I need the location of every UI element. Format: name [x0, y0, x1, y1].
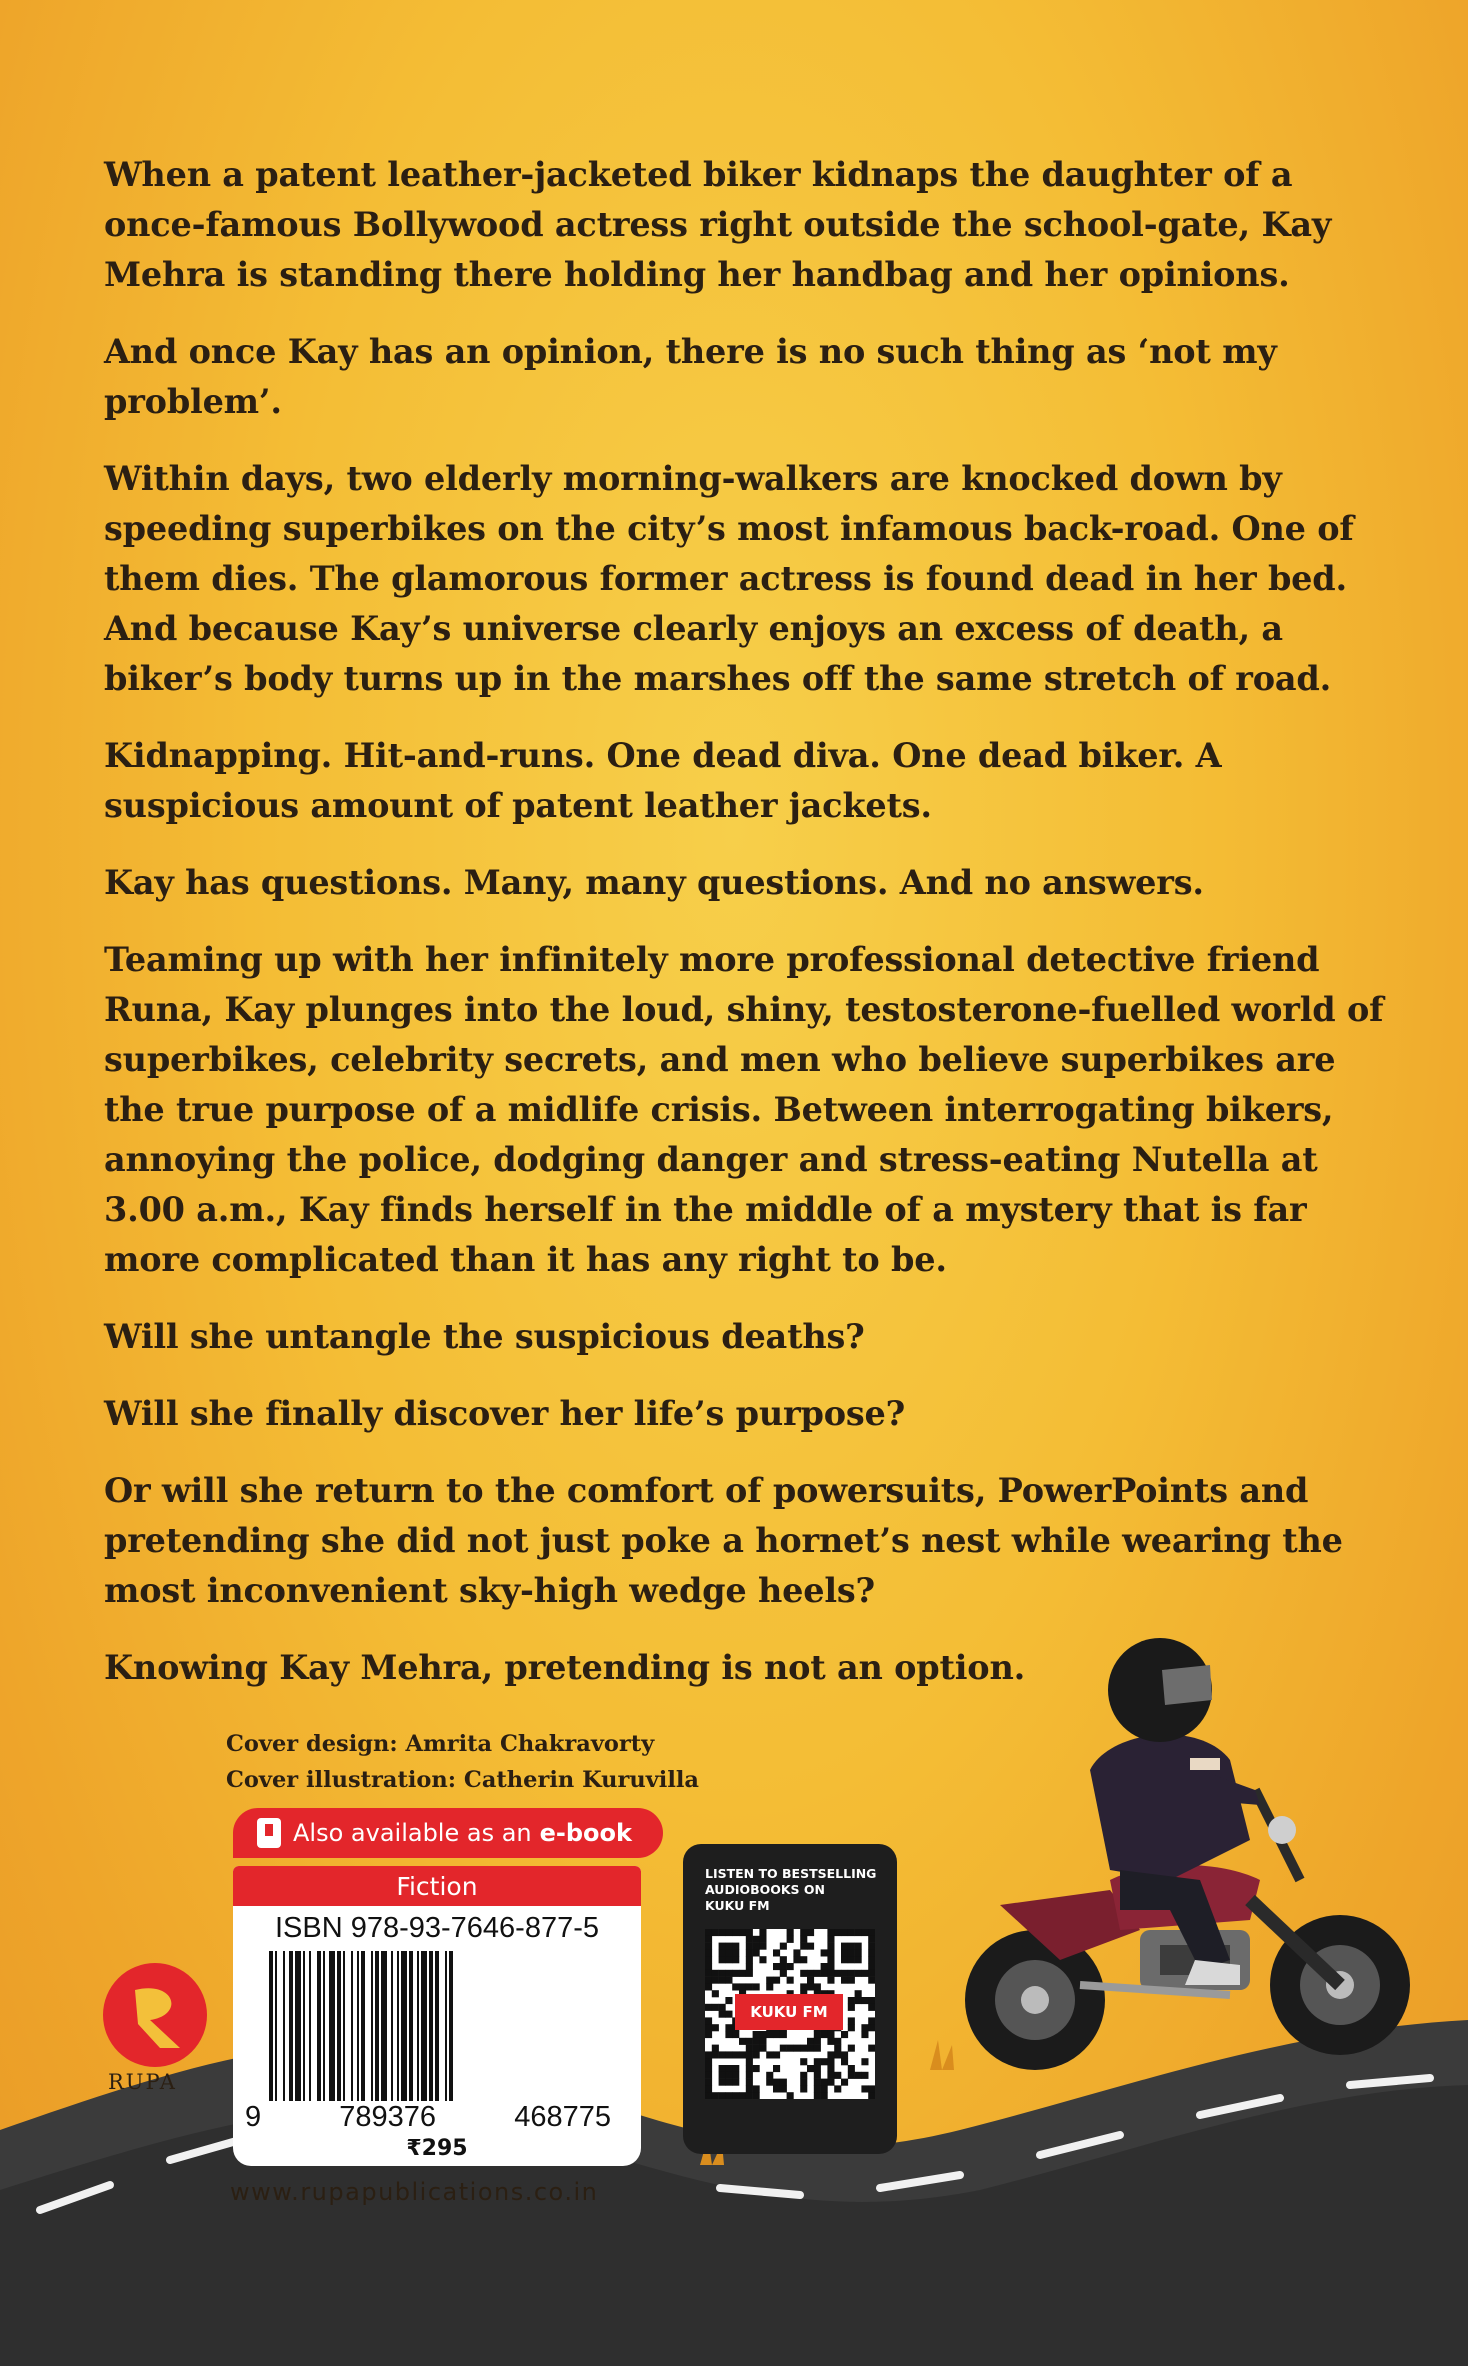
blurb-paragraph: Teaming up with her infinitely more professional detective friend Runa, Kay plunges into the loud, shiny, testosterone-fuelled world of superbikes, celebrity secrets, and men who believe superbikes are the true purpose of a midlife crisis. Between interrogating bikers, annoying the police, dodging danger and stress-eating Nutella at 3.00 a.m., Kay finds herself in the middle of a mystery that is far more complicated than it has any right to be.	[104, 940, 1384, 1279]
qr-module	[705, 1943, 712, 1950]
blurb-paragraph: Or will she return to the comfort of powersuits, PowerPoints and pretending she did not just poke a hornet’s nest while wearing the most inconvenient sky-high wedge heels?	[104, 1471, 1343, 1610]
qr-module	[787, 2045, 794, 2052]
qr-module	[868, 2024, 875, 2031]
qr-module	[861, 2024, 868, 2031]
qr-module	[759, 1943, 766, 1950]
qr-module	[855, 1956, 862, 1963]
qr-module	[861, 2085, 868, 2092]
qr-module	[766, 2079, 773, 2086]
qr-module	[719, 1943, 726, 1950]
qr-module	[719, 2051, 726, 2058]
barcode-digit-lead: 9	[245, 2101, 262, 2133]
qr-module	[848, 2024, 855, 2031]
qr-module	[712, 1970, 719, 1977]
qr-module	[827, 2038, 834, 2045]
qr-module	[807, 1943, 814, 1950]
qr-module	[705, 1956, 712, 1963]
qr-module	[746, 1983, 753, 1990]
qr-module	[841, 1977, 848, 1984]
publisher-url[interactable]: www.rupapublications.co.in	[230, 2178, 599, 2206]
qr-module	[827, 2031, 834, 2038]
qr-module	[746, 2038, 753, 2045]
qr-module	[725, 2051, 732, 2058]
qr-module	[759, 2038, 766, 2045]
qr-module	[705, 1970, 712, 1977]
qr-module	[746, 1929, 753, 1936]
qr-module	[705, 1929, 712, 1936]
qr-module	[827, 2079, 834, 2086]
qr-module	[800, 1943, 807, 1950]
qr-module	[841, 1943, 848, 1950]
qr-module	[861, 1929, 868, 1936]
qr-module	[814, 1983, 821, 1990]
qr-module	[807, 2065, 814, 2072]
qr-module	[793, 1956, 800, 1963]
cover-credits	[226, 1726, 699, 1798]
download-icon	[257, 1818, 281, 1848]
qr-module	[725, 2024, 732, 2031]
qr-module	[780, 1970, 787, 1977]
blurb-paragraph: Will she untangle the suspicious deaths?	[104, 1317, 865, 1356]
barcode-digits-right: 468775	[514, 2101, 611, 2133]
qr-module	[848, 1956, 855, 1963]
qr-module	[705, 2085, 712, 2092]
qr-module	[780, 1963, 787, 1970]
cover-illustration-credit: Cover illustration: Catherin Kuruvilla	[226, 1767, 700, 1793]
qr-module	[848, 2017, 855, 2024]
qr-module	[705, 2031, 712, 2038]
qr-module	[861, 2058, 868, 2065]
qr-module	[732, 2051, 739, 2058]
qr-module	[712, 2024, 719, 2031]
qr-module	[753, 2051, 760, 2058]
qr-module	[841, 1949, 848, 1956]
qr-module	[827, 1929, 834, 1936]
qr-module	[848, 2004, 855, 2011]
qr-module	[868, 1936, 875, 1943]
qr-module	[780, 2045, 787, 2052]
qr-module	[807, 2045, 814, 2052]
qr-module	[821, 1970, 828, 1977]
qr-module	[841, 1929, 848, 1936]
qr-module	[855, 1990, 862, 1997]
kuku-fm-logo: KUKU FM	[735, 1994, 843, 2030]
qr-module	[753, 2065, 760, 2072]
qr-module	[719, 1956, 726, 1963]
qr-module	[732, 2065, 739, 2072]
qr-module	[868, 1963, 875, 1970]
qr-module	[800, 2045, 807, 2052]
qr-module	[834, 2045, 841, 2052]
barcode-card	[233, 1866, 641, 2166]
qr-module	[705, 1977, 712, 1984]
qr-module	[712, 1977, 719, 1984]
qr-module	[712, 2092, 719, 2099]
qr-module	[753, 1983, 760, 1990]
qr-module	[834, 2051, 841, 2058]
barcode-digits-left: 789376	[339, 2101, 437, 2133]
qr-module	[834, 1929, 841, 1936]
qr-module	[725, 2072, 732, 2079]
qr-module	[753, 1949, 760, 1956]
qr-module	[712, 2051, 719, 2058]
qr-module	[712, 2004, 719, 2011]
qr-module	[827, 2065, 834, 2072]
qr-module	[746, 2079, 753, 2086]
blurb-paragraph: And once Kay has an opinion, there is no such thing as ‘not my problem’.	[104, 332, 1277, 421]
qr-module	[780, 2031, 787, 2038]
barcode-bar	[453, 1951, 455, 2101]
qr-module	[821, 1949, 828, 1956]
kuku-fm-qr-card	[683, 1844, 897, 2154]
qr-module	[814, 2031, 821, 2038]
qr-module	[841, 2031, 848, 2038]
qr-caption-line: LISTEN TO BESTSELLING	[705, 1866, 877, 1881]
qr-module	[848, 2065, 855, 2072]
qr-module	[773, 2065, 780, 2072]
qr-module	[868, 1956, 875, 1963]
qr-module	[719, 2092, 726, 2099]
qr-module	[719, 2011, 726, 2018]
qr-module	[861, 1970, 868, 1977]
qr-module	[705, 1983, 712, 1990]
qr-module	[814, 2065, 821, 2072]
qr-module	[827, 1936, 834, 1943]
qr-module	[841, 1970, 848, 1977]
qr-module	[827, 1949, 834, 1956]
qr-module	[725, 1997, 732, 2004]
barcode-digits	[245, 2101, 611, 2134]
qr-module	[732, 1943, 739, 1950]
qr-module	[780, 2079, 787, 2086]
qr-module	[800, 2058, 807, 2065]
qr-module	[807, 1970, 814, 1977]
qr-module	[719, 2079, 726, 2086]
qr-module	[814, 2079, 821, 2086]
qr-module	[834, 1970, 841, 1977]
qr-module	[821, 2058, 828, 2065]
qr-module	[739, 2051, 746, 2058]
qr-module	[848, 1929, 855, 1936]
qr-module	[739, 1970, 746, 1977]
qr-module	[719, 1977, 726, 1984]
blurb-paragraph: Kay has questions. Many, many questions. And no answers.	[104, 863, 1204, 902]
qr-module	[821, 1963, 828, 1970]
qr-module	[848, 1970, 855, 1977]
qr-module	[753, 2092, 760, 2099]
qr-module	[753, 1936, 760, 1943]
qr-module	[834, 2038, 841, 2045]
qr-module	[780, 1956, 787, 1963]
qr-module	[753, 2085, 760, 2092]
qr-module	[759, 1936, 766, 1943]
qr-module	[827, 1943, 834, 1950]
qr-module	[766, 2031, 773, 2038]
blurb-paragraph: Knowing Kay Mehra, pretending is not an option.	[104, 1648, 1026, 1687]
qr-module	[834, 2085, 841, 2092]
qr-module	[746, 1943, 753, 1950]
qr-module	[800, 2072, 807, 2079]
qr-module	[773, 2079, 780, 2086]
qr-module	[766, 2072, 773, 2079]
qr-module	[827, 2058, 834, 2065]
qr-module	[807, 1977, 814, 1984]
qr-module	[725, 1929, 732, 1936]
qr-module	[814, 1970, 821, 1977]
qr-module	[719, 1949, 726, 1956]
isbn-text: ISBN 978-93-7646-877-5	[274, 1912, 600, 1944]
qr-module	[848, 2072, 855, 2079]
qr-module	[807, 2038, 814, 2045]
qr-module	[725, 2065, 732, 2072]
qr-module	[827, 1977, 834, 1984]
qr-module	[868, 1977, 875, 1984]
qr-module	[868, 2004, 875, 2011]
qr-module	[732, 1983, 739, 1990]
qr-module	[800, 2085, 807, 2092]
qr-module	[753, 2045, 760, 2052]
qr-module	[841, 2051, 848, 2058]
qr-module	[787, 1929, 794, 1936]
qr-module	[759, 2045, 766, 2052]
qr-module	[705, 2092, 712, 2099]
qr-module	[725, 2092, 732, 2099]
barcode	[269, 1951, 617, 2101]
qr-module	[705, 1949, 712, 1956]
qr-module	[705, 2058, 712, 2065]
qr-module	[746, 2045, 753, 2052]
qr-module	[719, 1929, 726, 1936]
qr-module	[861, 2031, 868, 2038]
qr-module	[773, 1963, 780, 1970]
qr-module	[787, 1977, 794, 1984]
qr-module	[732, 2031, 739, 2038]
qr-module	[800, 1970, 807, 1977]
qr-module	[705, 2051, 712, 2058]
qr-module	[725, 2079, 732, 2086]
qr-module	[793, 2045, 800, 2052]
blurb-paragraph: Within days, two elderly morning-walkers are knocked down by speeding superbikes on the city’s most infamous back-road. One of them dies. The glamorous former actress is found dead in her bed. And because Kay’s universe clearly enjoys an excess of death, a biker’s body turns up in the marshes off the same stretch of road.	[104, 459, 1354, 698]
qr-module	[746, 1936, 753, 1943]
qr-module	[787, 1936, 794, 1943]
qr-module	[855, 1943, 862, 1950]
qr-module	[855, 1929, 862, 1936]
qr-module	[705, 2072, 712, 2079]
qr-module	[848, 1943, 855, 1950]
qr-module	[773, 2051, 780, 2058]
qr-module	[861, 2072, 868, 2079]
qr-module	[719, 2072, 726, 2079]
qr-module	[780, 2085, 787, 2092]
qr-module	[807, 1929, 814, 1936]
qr-module	[732, 1949, 739, 1956]
qr-module	[725, 1943, 732, 1950]
qr-module	[868, 1970, 875, 1977]
qr-module	[848, 1949, 855, 1956]
qr-caption-line: AUDIOBOOKS ON	[705, 1882, 826, 1897]
qr-module	[739, 2038, 746, 2045]
qr-module	[705, 1936, 712, 1943]
ebook-badge	[233, 1808, 663, 1858]
qr-module	[712, 1929, 719, 1936]
qr-module	[705, 2079, 712, 2086]
qr-module	[746, 1956, 753, 1963]
qr-module	[766, 2051, 773, 2058]
qr-module	[787, 1963, 794, 1970]
qr-module	[746, 2065, 753, 2072]
qr-module	[814, 2092, 821, 2099]
qr-module	[800, 1983, 807, 1990]
qr-module	[821, 2092, 828, 2099]
blurb-paragraph: Will she finally discover her life’s purpose?	[104, 1394, 906, 1433]
qr-module	[773, 2031, 780, 2038]
qr-caption	[683, 1844, 897, 1914]
qr-module	[800, 1929, 807, 1936]
qr-module	[848, 1977, 855, 1984]
qr-module	[793, 1949, 800, 1956]
qr-module	[868, 1929, 875, 1936]
qr-module	[746, 2051, 753, 2058]
qr-module	[719, 2004, 726, 2011]
qr-module	[725, 1949, 732, 1956]
qr-module	[705, 2065, 712, 2072]
qr-module	[868, 2017, 875, 2024]
qr-module	[719, 2065, 726, 2072]
qr-module	[725, 2011, 732, 2018]
qr-module	[705, 2004, 712, 2011]
qr-module	[827, 1970, 834, 1977]
qr-module	[861, 1997, 868, 2004]
qr-module	[732, 2092, 739, 2099]
rupa-logo	[100, 1960, 210, 2070]
qr-module	[855, 2072, 862, 2079]
qr-module	[705, 1963, 712, 1970]
qr-module	[834, 2072, 841, 2079]
qr-module	[732, 1970, 739, 1977]
qr-module	[725, 1956, 732, 1963]
qr-module	[739, 1929, 746, 1936]
qr-module	[814, 2058, 821, 2065]
qr-module	[705, 2017, 712, 2024]
qr-module	[814, 2038, 821, 2045]
qr-module	[773, 2085, 780, 2092]
qr-module	[746, 1949, 753, 1956]
qr-module	[725, 2031, 732, 2038]
qr-module	[705, 2024, 712, 2031]
qr-module	[800, 1956, 807, 1963]
qr-module	[827, 2072, 834, 2079]
qr-module	[807, 1983, 814, 1990]
qr-module	[732, 2079, 739, 2086]
qr-module	[787, 2092, 794, 2099]
qr-module	[759, 1929, 766, 1936]
qr-module	[759, 1956, 766, 1963]
qr-module	[868, 1949, 875, 1956]
qr-module	[848, 1997, 855, 2004]
qr-module	[800, 1936, 807, 1943]
qr-module	[746, 2058, 753, 2065]
blurb	[104, 150, 1394, 1720]
genre-label: Fiction	[233, 1866, 641, 1906]
qr-module	[732, 2072, 739, 2079]
qr-module	[753, 1943, 760, 1950]
qr-module	[848, 2045, 855, 2052]
qr-module	[773, 1949, 780, 1956]
blurb-paragraph: When a patent leather-jacketed biker kidnaps the daughter of a once-famous Bollywood actress right outside the school-gate, Kay Mehra is standing there holding her handbag and her opinions.	[104, 155, 1332, 294]
qr-module	[827, 2051, 834, 2058]
qr-module	[773, 1977, 780, 1984]
qr-module	[827, 1963, 834, 1970]
publisher-name: RUPA	[108, 2070, 177, 2094]
ebook-prefix: Also available as an	[293, 1819, 532, 1847]
qr-module	[719, 1970, 726, 1977]
qr-module	[868, 1943, 875, 1950]
qr-caption-line: KUKU FM	[705, 1898, 770, 1913]
qr-module	[759, 2031, 766, 2038]
qr-module	[739, 1983, 746, 1990]
qr-module	[753, 2031, 760, 2038]
qr-module	[753, 2038, 760, 2045]
qr-module	[725, 1970, 732, 1977]
qr-module	[746, 1970, 753, 1977]
qr-module	[739, 2092, 746, 2099]
qr-module	[855, 1949, 862, 1956]
qr-module	[746, 2072, 753, 2079]
qr-module	[732, 1929, 739, 1936]
qr-module	[821, 2031, 828, 2038]
qr-module	[868, 2092, 875, 2099]
qr-module	[841, 2058, 848, 2065]
qr-module	[868, 2085, 875, 2092]
qr-module	[855, 1997, 862, 2004]
cover-design-credit: Cover design: Amrita Chakravorty	[226, 1731, 655, 1757]
qr-module	[855, 1970, 862, 1977]
qr-module	[725, 1977, 732, 1984]
qr-module	[821, 2079, 828, 2086]
qr-module	[746, 2092, 753, 2099]
qr-module	[814, 2072, 821, 2079]
blurb-paragraph: Kidnapping. Hit-and-runs. One dead diva. One dead biker. A suspicious amount of patent leather jackets.	[104, 736, 1222, 825]
qr-module	[814, 2085, 821, 2092]
ebook-highlight: e-book	[539, 1819, 632, 1847]
qr-module	[868, 2045, 875, 2052]
qr-module	[821, 2085, 828, 2092]
qr-module	[732, 1956, 739, 1963]
price: ₹295	[406, 2136, 468, 2161]
qr-module	[766, 1977, 773, 1984]
qr-module	[800, 2079, 807, 2086]
qr-module	[841, 2079, 848, 2086]
qr-module	[746, 1963, 753, 1970]
qr-module	[827, 1956, 834, 1963]
qr-module	[712, 2045, 719, 2052]
qr-module	[746, 2085, 753, 2092]
qr-module	[780, 1943, 787, 1950]
qr-module	[766, 1983, 773, 1990]
qr-module	[841, 1956, 848, 1963]
qr-module	[712, 1990, 719, 1997]
qr-module	[814, 2045, 821, 2052]
qr-module	[868, 1997, 875, 2004]
